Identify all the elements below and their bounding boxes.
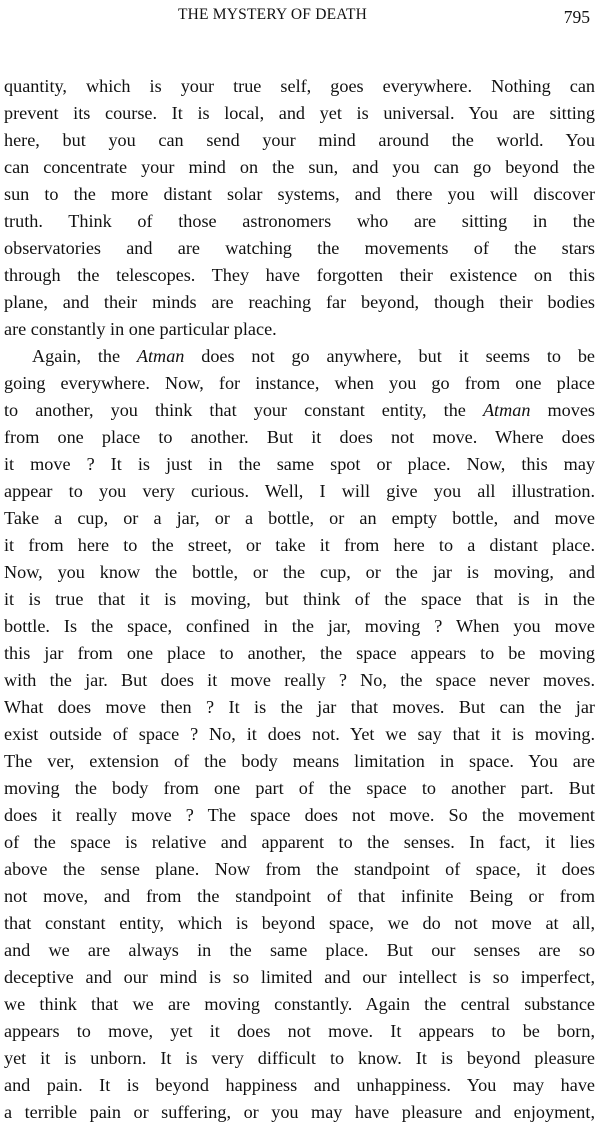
running-title: THE MYSTERY OF DEATH (178, 6, 368, 23)
text-line: from one place to another. But it does not move. Where does (4, 427, 595, 447)
italic-term-atman: Atman (482, 400, 531, 420)
page-number: 795 (563, 7, 590, 27)
text-line: that constant entity, which is beyond space, we do not move at all, (4, 913, 595, 933)
text-line: observatories and are watching the movements of the stars (4, 238, 595, 258)
text-line: What does move then ? It is the jar that moves. But can the jar (4, 697, 595, 717)
text-line: a terrible pain or suffering, or you may have pleasure and enjoyment, (4, 1102, 595, 1122)
text-line: does it really move ? The space does not move. So the movement (4, 805, 595, 825)
text-line: truth. Think of those astronomers who are sitting in the (4, 211, 595, 231)
text-line: moving the body from one part of the space to another part. But (4, 778, 595, 798)
text-line: we think that we are moving constantly. Again the central substance (4, 994, 595, 1014)
text-line: quantity, which is your true self, goes everywhere. Nothing can (4, 76, 595, 96)
text-run: Again, the (32, 346, 137, 366)
body-text (4, 73, 595, 1126)
text-line: can concentrate your mind on the sun, and you can go beyond the (4, 157, 595, 177)
text-line: above the sense plane. Now from the standpoint of space, it does (4, 859, 595, 879)
text-run: does not go anywhere, but it seems to be (184, 346, 595, 366)
text-line: and pain. It is beyond happiness and unhappiness. You may have (4, 1075, 595, 1095)
text-line: it from here to the street, or take it from here to a distant place. (4, 535, 595, 555)
text-line: plane, and their minds are reaching far beyond, though their bodies (4, 292, 595, 312)
text-line: it move ? It is just in the same spot or place. Now, this may (4, 454, 595, 474)
text-line: of the space is relative and apparent to the senses. In fact, it lies (4, 832, 595, 852)
text-line: appear to you very curious. Well, I will give you all illustration. (4, 481, 595, 501)
text-line: through the telescopes. They have forgotten their existence on this (4, 265, 595, 285)
text-line: with the jar. But does it move really ? No, the space never moves. (4, 670, 595, 690)
text-line: Now, you know the bottle, or the cup, or the jar is moving, and (4, 562, 595, 582)
text-line: Take a cup, or a jar, or a bottle, or an empty bottle, and move (4, 508, 595, 528)
text-line: yet it is unborn. It is very difficult to know. It is beyond pleasure (4, 1048, 595, 1068)
paragraph-end-line: are constantly in one particular place. (4, 319, 277, 339)
text-line: exist outside of space ? No, it does not. Yet we say that it is moving. (4, 724, 595, 744)
text-line (4, 397, 595, 424)
text-run: to another, you think that your constant entity, the (4, 400, 483, 420)
text-line: here, but you can send your mind around the world. You (4, 130, 595, 150)
text-line: deceptive and our mind is so limited and our intellect is so imperfect, (4, 967, 595, 987)
paragraph-start-line (4, 343, 595, 370)
text-line: this jar from one place to another, the space appears to be moving (4, 643, 595, 663)
text-line: prevent its course. It is local, and yet is universal. You are sitting (4, 103, 595, 123)
page-header (0, 6, 600, 32)
text-line: sun to the more distant solar systems, and there you will discover (4, 184, 595, 204)
text-line: The ver, extension of the body means limitation in space. You are (4, 751, 595, 771)
text-line: it is true that it is moving, but think of the space that is in the (4, 589, 595, 609)
text-line: appears to move, yet it does not move. It appears to be born, (4, 1021, 595, 1041)
text-line: bottle. Is the space, confined in the jar, moving ? When you move (4, 616, 595, 636)
text-line: going everywhere. Now, for instance, when you go from one place (4, 373, 595, 393)
text-run: moves (530, 400, 595, 420)
text-line: and we are always in the same place. But our senses are so (4, 940, 595, 960)
text-line: not move, and from the standpoint of that infinite Being or from (4, 886, 595, 906)
italic-term-atman: Atman (136, 346, 185, 366)
